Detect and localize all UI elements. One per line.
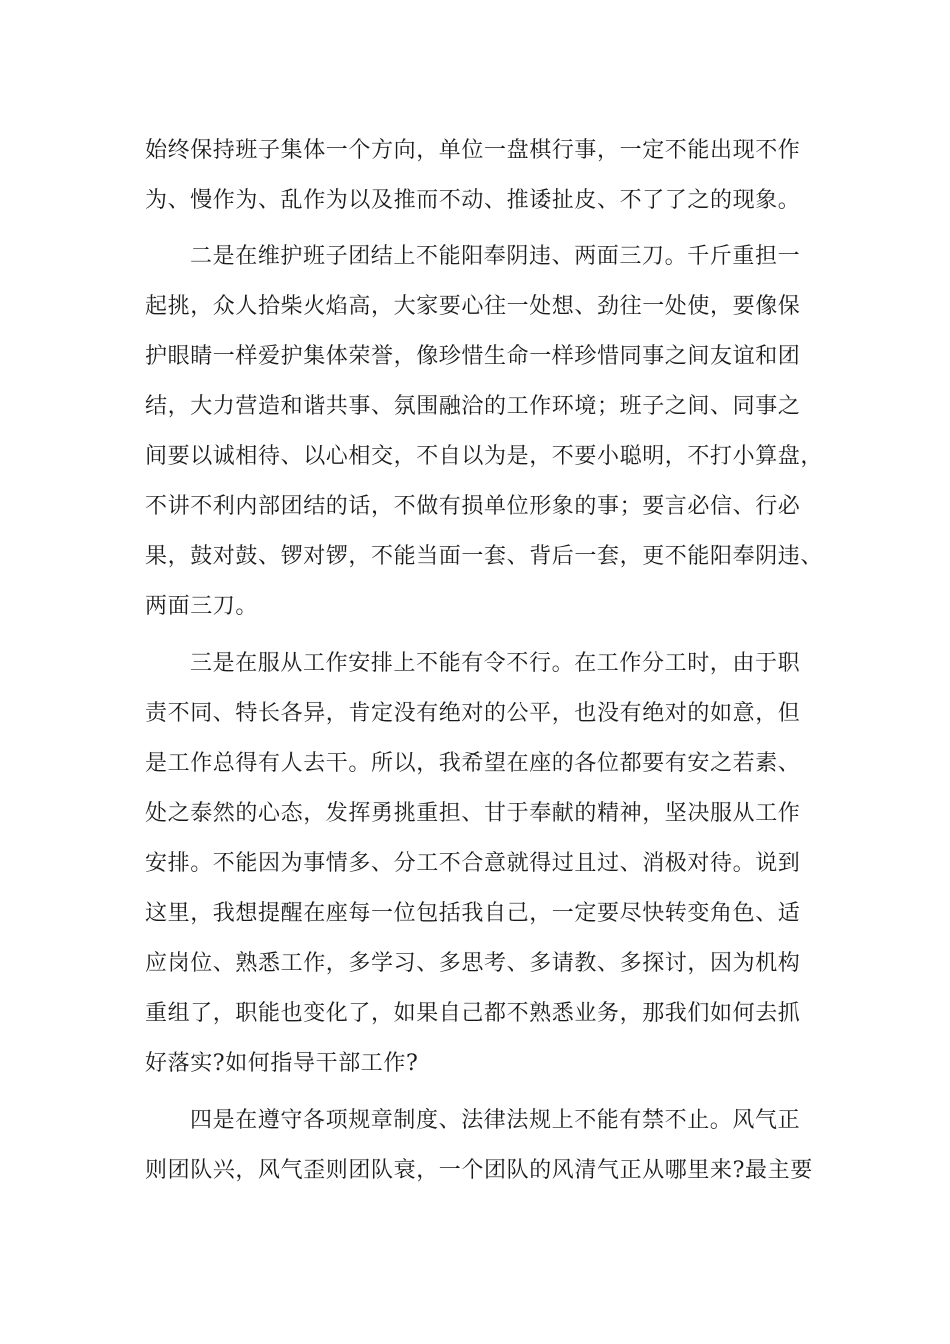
text-line: 责不同、特长各异，肯定没有绝对的公平，也没有绝对的如意，但 — [145, 701, 801, 726]
text-line: 则团队兴，风气歪则团队衰，一个团队的风清气正从哪里来?最主要 — [145, 1158, 813, 1183]
text-line: 结，大力营造和谐共事、氛围融洽的工作环境；班子之间、同事之 — [145, 394, 801, 419]
paragraph-first-line: 四是在遵守各项规章制度、法律法规上不能有禁不止。风气正 — [190, 1108, 801, 1133]
text-line: 重组了，职能也变化了，如果自己都不熟悉业务，那我们如何去抓 — [145, 1001, 801, 1026]
text-line: 处之泰然的心态，发挥勇挑重担、甘于奉献的精神，坚决服从工作 — [145, 801, 801, 826]
text-line: 为、慢作为、乱作为以及推而不动、推诿扯皮、不了了之的现象。 — [145, 188, 801, 213]
text-line: 安排。不能因为事情多、分工不合意就得过且过、消极对待。说到 — [145, 851, 801, 876]
text-line: 是工作总得有人去干。所以，我希望在座的各位都要有安之若素、 — [145, 751, 801, 776]
paragraph-first-line: 三是在服从工作安排上不能有令不行。在工作分工时，由于职 — [190, 651, 801, 676]
text-line: 起挑，众人拾柴火焰高，大家要心往一处想、劲往一处使，要像保 — [145, 294, 801, 319]
text-line: 好落实?如何指导干部工作? — [145, 1051, 419, 1076]
text-line: 不讲不利内部团结的话，不做有损单位形象的事；要言必信、行必 — [145, 494, 801, 519]
text-line: 应岗位、熟悉工作，多学习、多思考、多请教、多探讨，因为机构 — [145, 951, 801, 976]
text-line: 始终保持班子集体一个方向，单位一盘棋行事，一定不能出现不作 — [145, 138, 801, 163]
text-line: 护眼睛一样爱护集体荣誉，像珍惜生命一样珍惜同事之间友谊和团 — [145, 344, 801, 369]
text-line: 间要以诚相待、以心相交，不自以为是，不要小聪明，不打小算盘， — [145, 444, 824, 469]
paragraph-first-line: 二是在维护班子团结上不能阳奉阴违、两面三刀。千斤重担一 — [190, 244, 801, 269]
text-line: 两面三刀。 — [145, 594, 259, 619]
text-line: 果，鼓对鼓、锣对锣，不能当面一套、背后一套，更不能阳奉阴违、 — [145, 544, 824, 569]
text-line: 这里，我想提醒在座每一位包括我自己，一定要尽快转变角色、适 — [145, 901, 801, 926]
